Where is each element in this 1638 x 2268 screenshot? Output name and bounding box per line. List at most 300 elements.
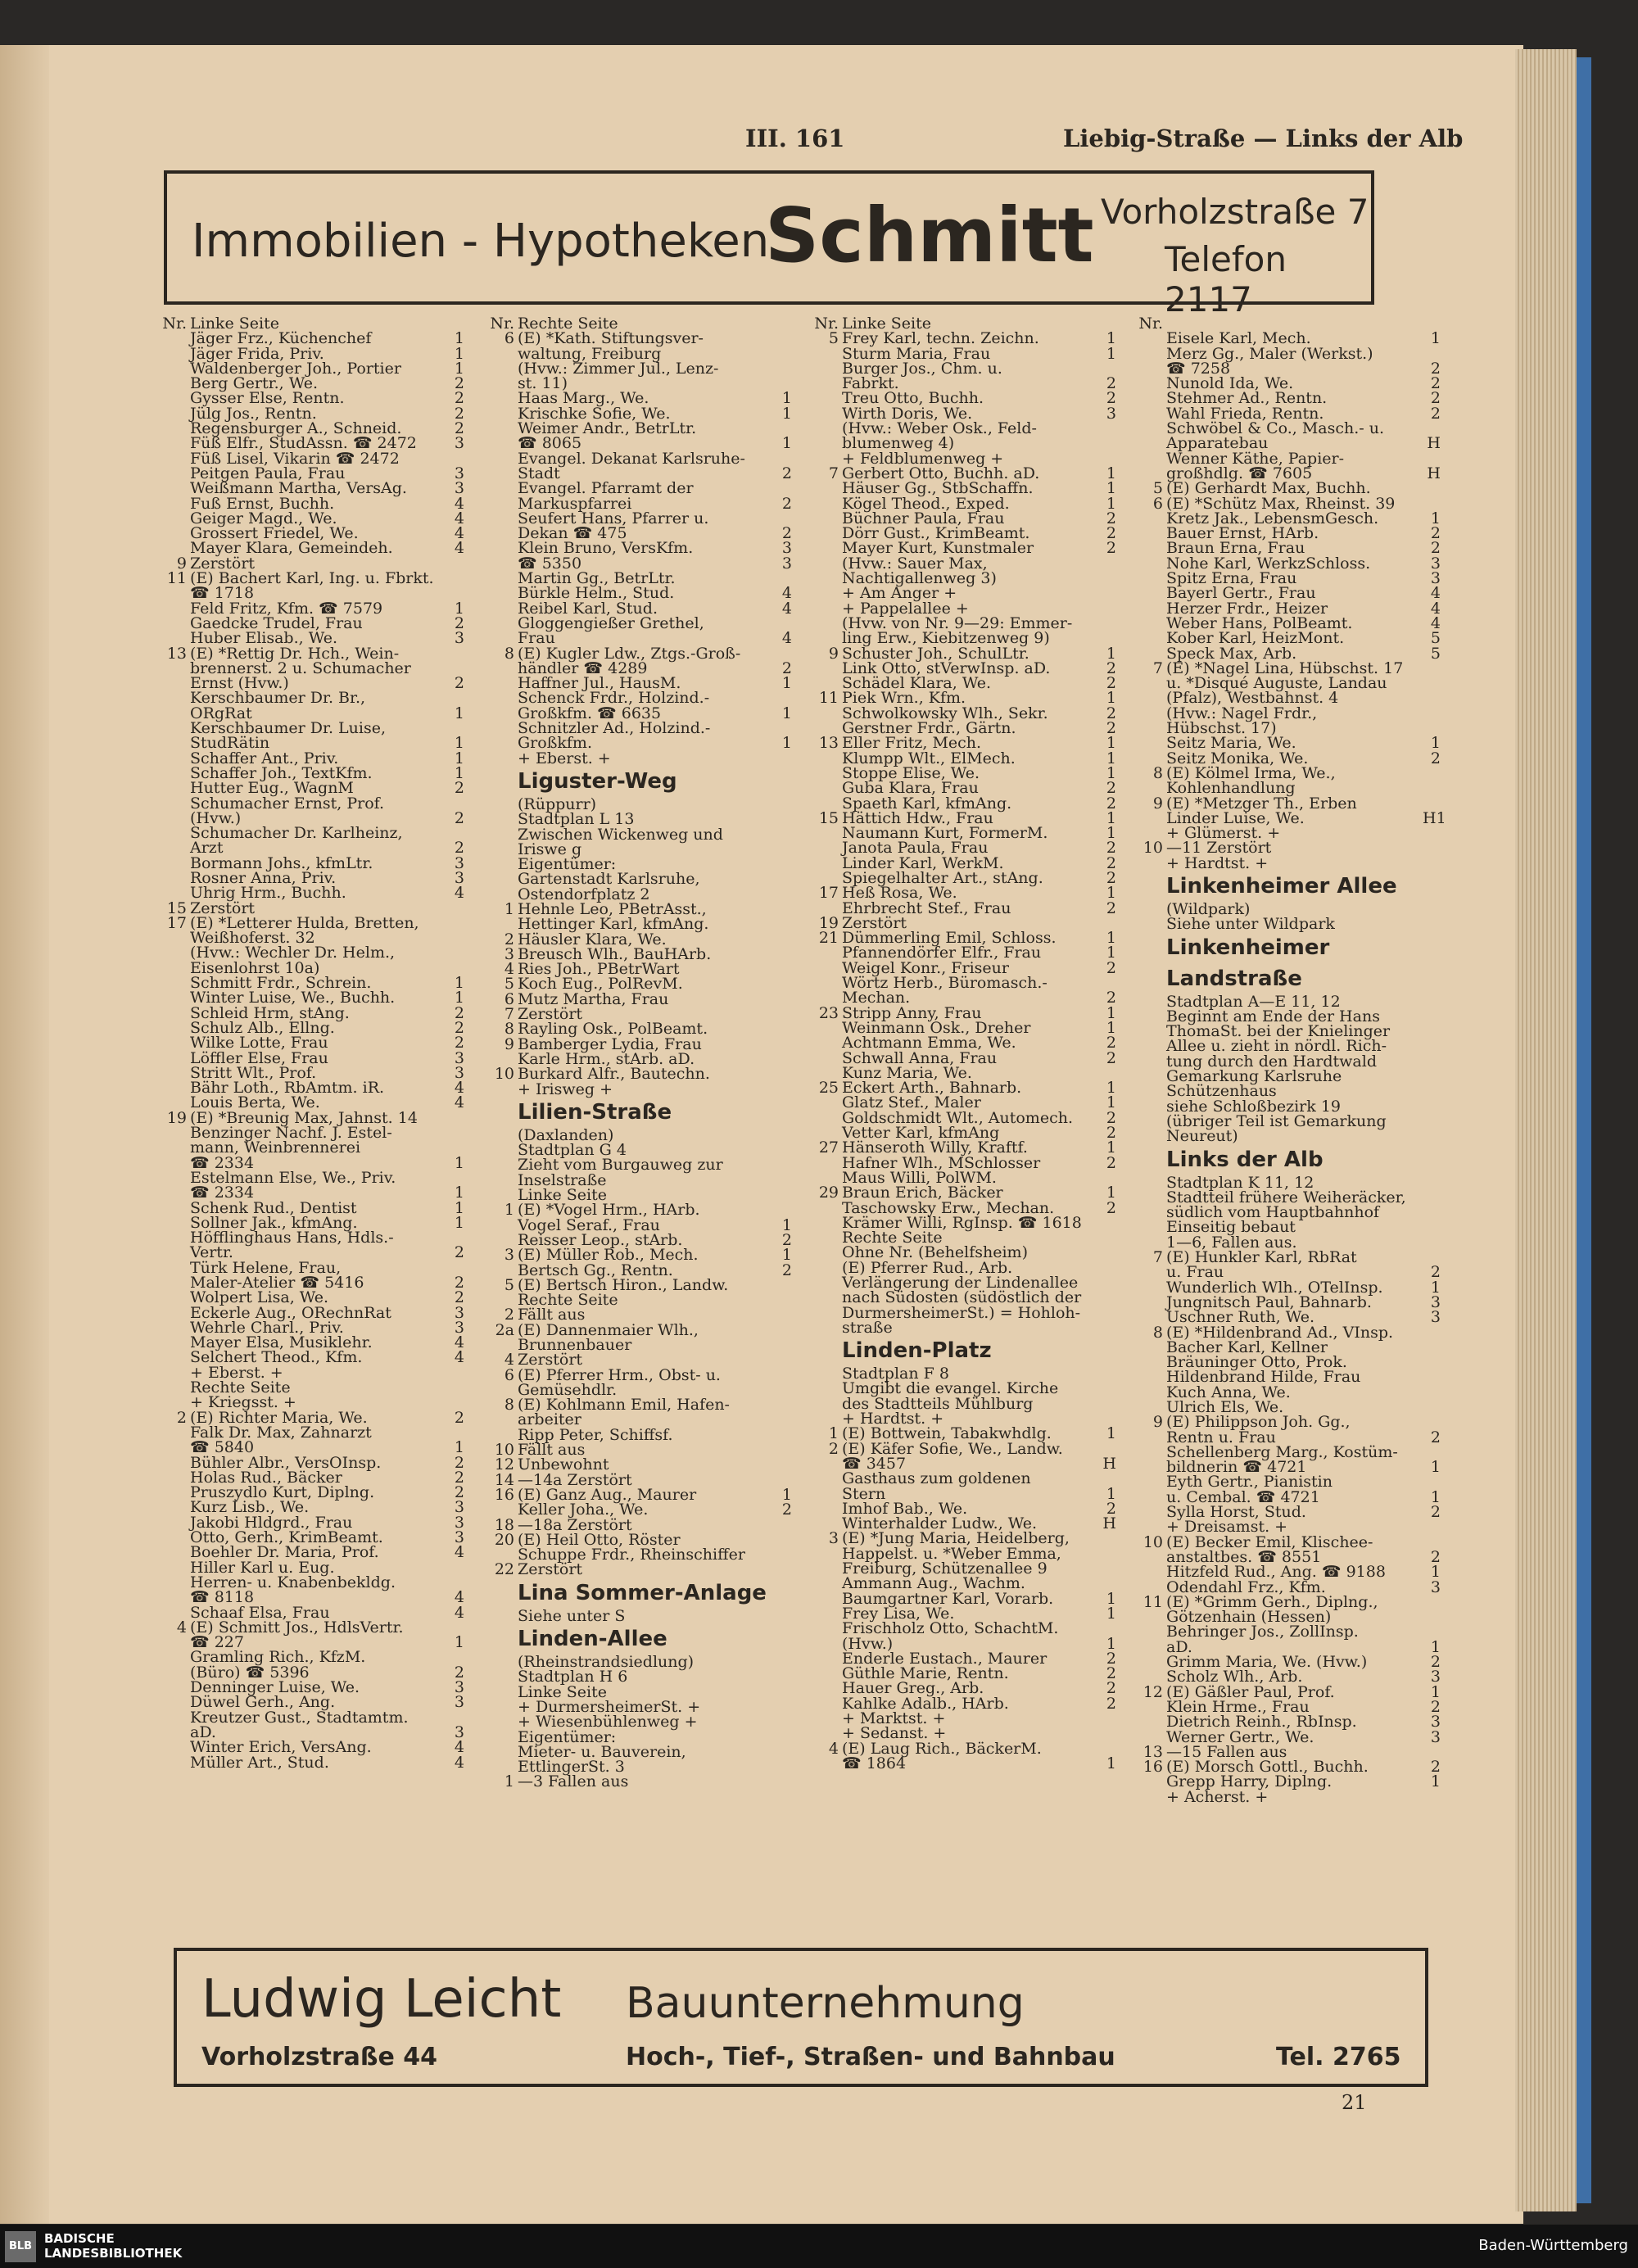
house-number bbox=[1133, 601, 1166, 616]
floor: 1 bbox=[1106, 1003, 1116, 1022]
floor bbox=[1423, 1220, 1441, 1234]
floor: H1 bbox=[1423, 808, 1446, 827]
directory-entry bbox=[157, 689, 464, 708]
house-number bbox=[157, 1306, 190, 1320]
floor: 1 bbox=[1106, 464, 1116, 482]
house-number bbox=[1133, 1084, 1166, 1098]
directory-entry bbox=[809, 1034, 1116, 1053]
entry-text: Schaaf Elsa, Frau bbox=[190, 1603, 330, 1622]
floor: 1 bbox=[1430, 1563, 1441, 1582]
entry-text: (E) *Breunig Max, Jahnst. 14 bbox=[190, 1108, 418, 1127]
entry-text: Linder Karl, WerkM. bbox=[842, 853, 1004, 872]
house-number bbox=[809, 526, 842, 541]
floor: 1 bbox=[1430, 1772, 1441, 1791]
house-number bbox=[1133, 1024, 1166, 1039]
floor: 3 bbox=[454, 1318, 464, 1337]
directory-column bbox=[157, 316, 464, 1770]
house-number bbox=[809, 961, 842, 976]
floor bbox=[1098, 1471, 1116, 1486]
entry-text: Holas Rud., Bäcker bbox=[190, 1468, 342, 1487]
house-number bbox=[157, 706, 190, 721]
house-number bbox=[809, 1666, 842, 1681]
floor: H bbox=[1102, 1454, 1116, 1473]
entry-text: Zerstört bbox=[190, 899, 256, 917]
floor bbox=[774, 751, 792, 766]
house-number bbox=[809, 1290, 842, 1305]
floor: 2 bbox=[1430, 1428, 1441, 1446]
floor: 2 bbox=[1106, 524, 1116, 543]
floor: 1 bbox=[1106, 734, 1116, 753]
floor bbox=[774, 1292, 792, 1307]
floor bbox=[1098, 616, 1116, 631]
house-number bbox=[157, 1125, 190, 1140]
house-number: 15 bbox=[818, 808, 839, 827]
floor: 2 bbox=[1430, 1697, 1441, 1716]
entry-text: Jungnitsch Paul, Bahnarb. bbox=[1166, 1292, 1372, 1311]
house-number bbox=[1133, 1129, 1166, 1143]
house-number bbox=[809, 1681, 842, 1695]
house-number bbox=[157, 840, 190, 855]
house-number bbox=[1133, 391, 1166, 405]
house-number bbox=[485, 1655, 518, 1669]
directory-entry bbox=[1133, 434, 1441, 453]
entry-text: + Dreisamst. + bbox=[1166, 1518, 1288, 1537]
house-number bbox=[1133, 1220, 1166, 1234]
entry-text: Wolpert Lisa, We. bbox=[190, 1288, 329, 1307]
house-number bbox=[1133, 1430, 1166, 1445]
floor bbox=[1423, 1009, 1441, 1024]
floor: 2 bbox=[1106, 839, 1116, 858]
floor bbox=[1423, 1385, 1441, 1400]
house-number bbox=[1133, 331, 1166, 346]
house-number bbox=[1133, 1700, 1166, 1714]
entry-text: Löffler Else, Frau bbox=[190, 1048, 328, 1067]
entry-text: Schädel Klara, We. bbox=[842, 674, 992, 693]
entry-text: (Wildpark) bbox=[1166, 899, 1251, 918]
house-number bbox=[157, 1201, 190, 1215]
entry-text: Düwel Gerh., Ang. bbox=[190, 1693, 336, 1712]
entry-text: Geiger Magd., We. bbox=[190, 509, 337, 527]
house-number bbox=[157, 1725, 190, 1740]
entry-text: Ammann Aug., Wachm. bbox=[842, 1574, 1025, 1593]
house-number bbox=[809, 1487, 842, 1501]
floor bbox=[774, 1323, 792, 1338]
entry-text: Bräuninger Otto, Prok. bbox=[1166, 1353, 1347, 1372]
house-number bbox=[809, 376, 842, 391]
house-number: 6 bbox=[1152, 494, 1163, 513]
entry-text: Maus Willi, PolWM. bbox=[842, 1168, 997, 1187]
page-code: III. 161 bbox=[745, 124, 845, 152]
entry-text: Ulrich Els, We. bbox=[1166, 1398, 1284, 1416]
floor: 1 bbox=[454, 749, 464, 767]
floor: 2 bbox=[1430, 1547, 1441, 1566]
floor: 2 bbox=[1106, 1679, 1116, 1698]
house-number: 16 bbox=[494, 1485, 514, 1504]
floor: 3 bbox=[454, 1528, 464, 1547]
floor: 1 bbox=[781, 434, 792, 453]
floor bbox=[1098, 1576, 1116, 1591]
entry-text: Imhof Bab., We. bbox=[842, 1499, 968, 1518]
entry-text: StudRätin bbox=[190, 734, 270, 753]
floor bbox=[774, 1759, 792, 1774]
house-number bbox=[809, 1606, 842, 1621]
house-number bbox=[157, 526, 190, 541]
floor bbox=[774, 1518, 792, 1532]
house-number bbox=[157, 661, 190, 676]
house-number bbox=[157, 690, 190, 705]
house-number bbox=[157, 1680, 190, 1695]
house-number: 19 bbox=[166, 1108, 187, 1127]
floor: 2 bbox=[454, 1003, 464, 1022]
house-number bbox=[809, 556, 842, 571]
floor: 4 bbox=[454, 1079, 464, 1098]
directory-entry bbox=[485, 1201, 792, 1220]
house-number bbox=[1133, 1310, 1166, 1324]
floor bbox=[1423, 963, 1441, 994]
entry-text: händler ☎ 4289 bbox=[518, 659, 648, 677]
entry-text: Koch Eug., PolRevM. bbox=[518, 975, 683, 994]
house-number bbox=[157, 1245, 190, 1260]
directory-entry bbox=[1133, 481, 1441, 496]
house-number bbox=[809, 1366, 842, 1381]
directory-entry bbox=[485, 1502, 792, 1517]
entry-text: Spaeth Karl, kfmAng. bbox=[842, 794, 1012, 813]
directory-entry bbox=[809, 584, 1116, 603]
floor bbox=[774, 1562, 792, 1577]
directory-entry bbox=[157, 990, 464, 1005]
floor: 2 bbox=[1106, 374, 1116, 393]
house-number bbox=[1133, 1280, 1166, 1295]
entry-text: (E) Becker Emil, Klischee- bbox=[1166, 1532, 1373, 1551]
entry-text: (Daxlanden) bbox=[518, 1125, 614, 1144]
entry-text: (E) Gäßler Paul, Prof. bbox=[1166, 1682, 1335, 1701]
floor: 3 bbox=[454, 434, 464, 453]
entry-text: (E) Hunkler Karl, RbRat bbox=[1166, 1248, 1357, 1267]
page-number: 21 bbox=[1342, 2091, 1367, 2114]
entry-text: Dekan ☎ 475 bbox=[518, 524, 627, 543]
directory-entry bbox=[1133, 1518, 1441, 1537]
floor: 2 bbox=[1106, 509, 1116, 527]
floor: 3 bbox=[454, 853, 464, 872]
entry-text: Nachtigallenweg 3) bbox=[842, 569, 997, 588]
house-number bbox=[1133, 1039, 1166, 1053]
entry-text: brennerst. 2 u. Schumacher bbox=[190, 659, 411, 677]
house-number bbox=[1133, 1114, 1166, 1129]
house-number bbox=[157, 511, 190, 526]
entry-text: (E) Richter Maria, We. bbox=[190, 1408, 368, 1427]
entry-text: Spiegelhalter Art., stAng. bbox=[842, 868, 1043, 887]
entry-text: + Eberst. + bbox=[190, 1363, 283, 1382]
house-number: 11 bbox=[818, 689, 839, 708]
floor bbox=[1098, 1290, 1116, 1305]
floor bbox=[1098, 1335, 1116, 1366]
entry-text: + Wiesenbühlenweg + bbox=[518, 1713, 698, 1732]
footer-bar bbox=[0, 2225, 1638, 2268]
floor bbox=[1098, 601, 1116, 616]
house-number bbox=[157, 961, 190, 976]
entry-text: aD. bbox=[1166, 1637, 1192, 1656]
directory-entry bbox=[1133, 734, 1441, 753]
entry-text: Frau bbox=[518, 629, 555, 648]
floor bbox=[774, 346, 792, 361]
library-name: BADISCHE LANDESBIBLIOTHEK bbox=[44, 2231, 183, 2261]
entry-text: Güthle Marie, Rentn. bbox=[842, 1664, 1009, 1683]
floor: 5 bbox=[1430, 629, 1441, 648]
entry-text: Allee u. zieht in nördl. Rich- bbox=[1166, 1037, 1387, 1056]
entry-text: + Eberst. + bbox=[518, 749, 611, 767]
entry-text: Winter Erich, VersAng. bbox=[190, 1738, 372, 1757]
entry-text: + Irisweg + bbox=[518, 1080, 613, 1098]
entry-text: Füß Elfr., StudAssn. ☎ 2472 bbox=[190, 434, 417, 453]
house-number bbox=[1133, 1295, 1166, 1310]
entry-text: ☎ 5350 bbox=[518, 554, 582, 573]
floor: 1 bbox=[454, 1213, 464, 1232]
house-number bbox=[1133, 1640, 1166, 1655]
house-number bbox=[1133, 376, 1166, 391]
entry-text: Eckerle Aug., ORechnRat bbox=[190, 1303, 391, 1322]
entry-text: Karle Hrm., stArb. aD. bbox=[518, 1049, 695, 1068]
entry-text: Stoppe Elise, We. bbox=[842, 763, 980, 782]
floor bbox=[1423, 1129, 1441, 1143]
house-number bbox=[157, 1440, 190, 1455]
floor: H bbox=[1102, 1514, 1116, 1533]
directory-entry bbox=[1133, 1082, 1441, 1101]
entry-text: Baumgartner Karl, Vorarb. bbox=[842, 1589, 1054, 1608]
house-number bbox=[809, 346, 842, 361]
page-edges bbox=[1515, 49, 1577, 2211]
entry-text: Evangel. Pfarramt der bbox=[518, 479, 694, 498]
floor bbox=[446, 916, 464, 930]
floor bbox=[774, 1547, 792, 1562]
directory-entry bbox=[1133, 1624, 1441, 1639]
house-number bbox=[485, 871, 518, 886]
house-number bbox=[1133, 571, 1166, 586]
house-number bbox=[1133, 1474, 1166, 1489]
entry-text: ling Erw., Kiebitzenweg 9) bbox=[842, 629, 1050, 648]
floor: 2 bbox=[1106, 1108, 1116, 1127]
entry-text: Naumann Kurt, FormerM. bbox=[842, 824, 1048, 843]
house-number bbox=[485, 797, 518, 812]
entry-text: Zerstört bbox=[518, 1005, 583, 1024]
house-number bbox=[1133, 1460, 1166, 1474]
directory-entry bbox=[1133, 1787, 1441, 1806]
entry-text: Goldschmidt Wlt., Automech. bbox=[842, 1108, 1073, 1127]
floor bbox=[774, 887, 792, 902]
entry-text: Gramling Rich., KfzM. bbox=[190, 1648, 366, 1667]
house-number: 12 bbox=[494, 1455, 514, 1474]
floor bbox=[774, 1007, 792, 1021]
house-number bbox=[1133, 1490, 1166, 1505]
house-number bbox=[157, 1261, 190, 1275]
house-number bbox=[1133, 721, 1166, 736]
entry-text: Seufert Hans, Pfarrer u. bbox=[518, 509, 709, 527]
house-number bbox=[809, 1651, 842, 1666]
floor: 2 bbox=[781, 494, 792, 513]
floor bbox=[1098, 1531, 1116, 1546]
floor: 1 bbox=[1106, 329, 1116, 348]
floor bbox=[1423, 481, 1441, 496]
entry-text: Umgibt die evangel. Kirche bbox=[842, 1379, 1059, 1398]
entry-text: Linder Luise, We. bbox=[1166, 808, 1305, 827]
floor bbox=[1423, 917, 1441, 931]
entry-text: Stern bbox=[842, 1484, 886, 1503]
house-number: 17 bbox=[166, 913, 187, 932]
directory-entry bbox=[809, 539, 1116, 558]
entry-text: Bayerl Gertr., Frau bbox=[1166, 584, 1316, 603]
street-heading bbox=[485, 1623, 792, 1655]
house-number: 3 bbox=[828, 1529, 839, 1548]
entry-text: Freiburg, Schützenallee 9 bbox=[842, 1560, 1048, 1578]
house-number bbox=[157, 736, 190, 750]
entry-text: ☎ 2334 bbox=[190, 1153, 255, 1172]
entry-text: Maler-Atelier ☎ 5416 bbox=[190, 1274, 364, 1292]
house-number bbox=[1133, 1445, 1166, 1460]
house-number bbox=[157, 586, 190, 600]
floor: 3 bbox=[781, 539, 792, 558]
floor: 2 bbox=[454, 374, 464, 393]
floor: 1 bbox=[1106, 749, 1116, 767]
house-number: 1 bbox=[504, 1772, 514, 1791]
floor: 2 bbox=[1430, 389, 1441, 408]
floor: 4 bbox=[454, 539, 464, 558]
entry-text: Jäger Frz., Küchenchef bbox=[190, 329, 372, 348]
house-number bbox=[157, 601, 190, 616]
floor bbox=[774, 902, 792, 917]
entry-text: Evangel. Dekanat Karlsruhe- bbox=[518, 449, 745, 468]
entry-text: Linkenheimer Allee bbox=[1166, 873, 1397, 899]
directory-entry bbox=[485, 584, 792, 603]
entry-text: Stadtplan L 13 bbox=[518, 810, 635, 829]
house-number bbox=[1133, 1265, 1166, 1279]
floor: 4 bbox=[1430, 584, 1441, 603]
house-number bbox=[809, 1501, 842, 1516]
entry-text: u. *Disqué Auguste, Landau bbox=[1166, 674, 1387, 693]
directory-entry bbox=[485, 810, 792, 829]
house-number bbox=[157, 751, 190, 766]
floor: 3 bbox=[1430, 554, 1441, 573]
floor bbox=[1423, 1400, 1441, 1415]
directory-entry bbox=[485, 1352, 792, 1367]
entry-text: (E) Kugler Ldw., Ztgs.-Groß- bbox=[518, 644, 741, 663]
floor: 2 bbox=[1430, 404, 1441, 423]
floor bbox=[774, 932, 792, 947]
entry-text: Inselstraße bbox=[518, 1170, 607, 1189]
entry-text: waltung, Freiburg bbox=[518, 344, 662, 363]
entry-text: Hitzfeld Rud., Ang. ☎ 9188 bbox=[1166, 1563, 1386, 1582]
entry-text: (Rüppurr) bbox=[518, 794, 597, 813]
entry-text: Happelst. u. *Weber Emma, bbox=[842, 1544, 1061, 1563]
house-number bbox=[485, 1502, 518, 1517]
entry-text: DurmersheimerSt.) = Hohloh- bbox=[842, 1303, 1081, 1322]
house-number bbox=[157, 436, 190, 450]
floor bbox=[1098, 1726, 1116, 1741]
floor: 1 bbox=[1106, 1184, 1116, 1202]
entry-text: blumenweg 4) bbox=[842, 434, 955, 453]
entry-text: (E) Ganz Aug., Maurer bbox=[518, 1485, 697, 1504]
house-number bbox=[485, 616, 518, 631]
house-number bbox=[1133, 676, 1166, 690]
entry-text: + Am Anger + bbox=[842, 584, 957, 603]
house-number bbox=[485, 766, 518, 797]
floor: 2 bbox=[1106, 1048, 1116, 1067]
house-number bbox=[157, 976, 190, 990]
floor bbox=[1098, 556, 1116, 571]
house-number bbox=[1133, 871, 1166, 902]
entry-text: Schellenberg Marg., Kostüm- bbox=[1166, 1442, 1398, 1461]
entry-text: Benzinger Nachf. J. Estel- bbox=[190, 1124, 392, 1143]
house-number bbox=[157, 1290, 190, 1305]
directory-entry bbox=[157, 1498, 464, 1517]
directory-entry bbox=[809, 1471, 1116, 1486]
floor: 1 bbox=[1106, 763, 1116, 782]
entry-text: Schnitzler Ad., Holzind.- bbox=[518, 719, 711, 738]
entry-text: Spitz Erna, Frau bbox=[1166, 569, 1297, 588]
floor bbox=[774, 962, 792, 976]
house-number bbox=[1133, 1069, 1166, 1084]
entry-text: Bürkle Helm., Stud. bbox=[518, 584, 675, 603]
floor bbox=[774, 1066, 792, 1081]
entry-text: ☎ 1718 bbox=[190, 584, 255, 603]
entry-text: Hättich Hdw., Frau bbox=[842, 808, 993, 827]
entry-text: Eyth Gertr., Pianistin bbox=[1166, 1473, 1333, 1492]
directory-entry bbox=[157, 481, 464, 496]
entry-text: Janota Paula, Frau bbox=[842, 839, 989, 858]
entry-text: Rechte Seite bbox=[842, 1229, 943, 1247]
directory-entry bbox=[157, 1738, 464, 1757]
house-number bbox=[1133, 690, 1166, 705]
directory-entry bbox=[485, 870, 792, 889]
house-number bbox=[157, 1335, 190, 1350]
house-number: 7 bbox=[1152, 659, 1163, 677]
house-number bbox=[485, 827, 518, 842]
house-number bbox=[1133, 1340, 1166, 1355]
entry-text: (E) *Kath. Stiftungsver- bbox=[518, 329, 704, 348]
floor: 3 bbox=[454, 1303, 464, 1322]
house-number bbox=[485, 736, 518, 750]
entry-text: Großkfm. bbox=[518, 734, 592, 753]
street-heading bbox=[485, 1097, 792, 1128]
house-number bbox=[485, 451, 518, 466]
floor bbox=[1423, 856, 1441, 871]
entry-text: Krämer Willi, RgInsp. ☎ 1618 bbox=[842, 1213, 1082, 1232]
entry-text: Braun Erich, Bäcker bbox=[842, 1184, 1003, 1202]
entry-text: Iriswe g bbox=[518, 840, 582, 858]
directory-entry bbox=[809, 884, 1116, 903]
floor bbox=[774, 316, 792, 331]
house-number bbox=[1133, 1774, 1166, 1789]
entry-text: Ernst (Hvw.) bbox=[190, 674, 289, 693]
house-number bbox=[157, 766, 190, 781]
house-number: 4 bbox=[828, 1739, 839, 1758]
entry-text: ☎ 1864 bbox=[842, 1754, 907, 1772]
floor bbox=[446, 556, 464, 571]
house-number bbox=[485, 1082, 518, 1097]
house-number bbox=[1133, 1609, 1166, 1624]
house-number: 8 bbox=[504, 644, 514, 663]
entry-text: Kretz Jak., LebensmGesch. bbox=[1166, 509, 1379, 527]
entry-text: Wenner Käthe, Papier- bbox=[1166, 449, 1345, 468]
house-number bbox=[157, 1530, 190, 1545]
house-number: 10 bbox=[494, 1065, 514, 1084]
floor: 3 bbox=[1430, 1308, 1441, 1327]
house-number bbox=[809, 1306, 842, 1320]
house-number bbox=[1133, 1175, 1166, 1190]
entry-text: (E) Bertsch Hiron., Landw. bbox=[518, 1275, 729, 1294]
entry-text: Scholz Wlh., Arb. bbox=[1166, 1668, 1303, 1686]
entry-text: (E) Schmitt Jos., HdlsVertr. bbox=[190, 1618, 404, 1636]
floor: 1 bbox=[454, 989, 464, 1007]
floor: 2 bbox=[454, 1468, 464, 1487]
